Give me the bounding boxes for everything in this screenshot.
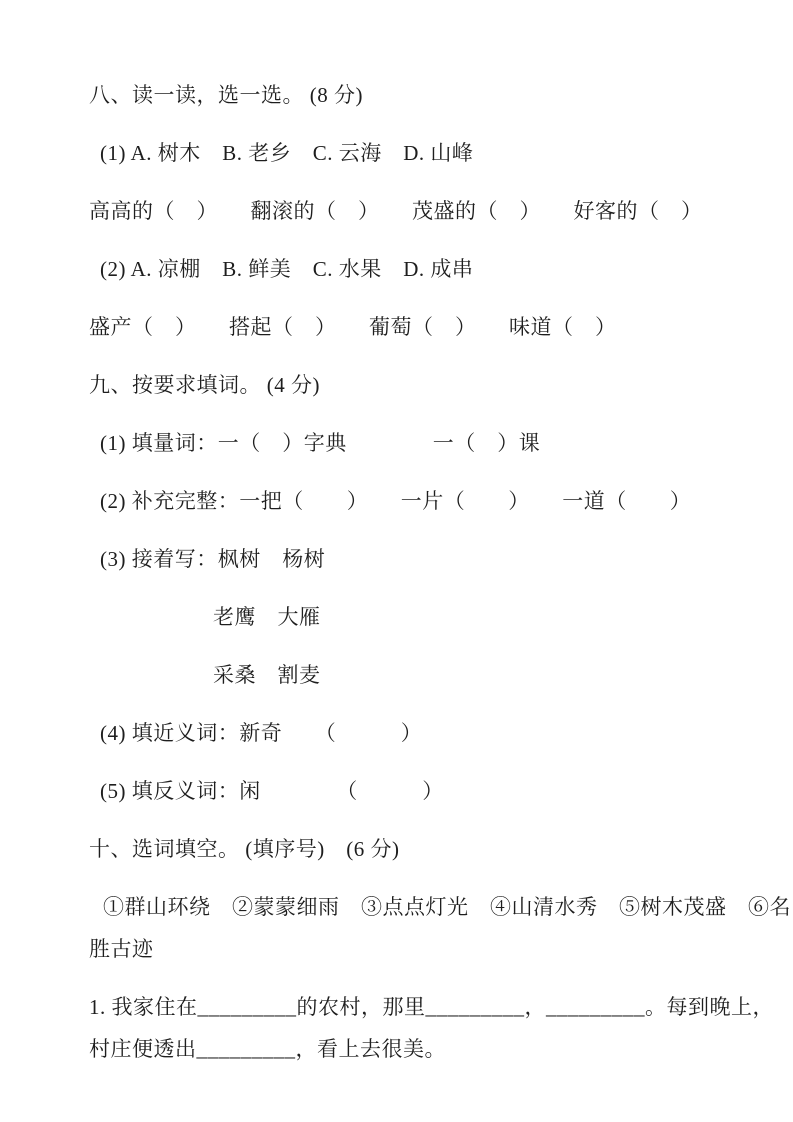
section-nine-item-1: (1) 填量词：一（ ）字典 一（ ）课: [100, 431, 541, 455]
section-ten-word-bank-line-2: 胜古迹: [89, 937, 154, 961]
section-ten: [89, 828, 791, 1070]
section-ten-heading: 十、选词填空。 (填序号) (6 分): [89, 837, 400, 861]
section-ten-word-bank-line-1: ①群山环绕 ②蒙蒙细雨 ③点点灯光 ④山清水秀 ⑤树木茂盛 ⑥名: [103, 895, 791, 919]
section-nine: [89, 364, 773, 812]
section-nine-item-2: (2) 补充完整：一把（ ） 一片（ ） 一道（ ）: [100, 489, 692, 513]
section-eight-options-1: (1) A. 树木 B. 老乡 C. 云海 D. 山峰: [100, 141, 474, 165]
section-nine-item-3-row-2: 老鹰 大雁: [213, 605, 321, 629]
section-eight-blank-row-2: 盛产（ ） 搭起（ ） 葡萄（ ） 味道（ ）: [89, 315, 617, 339]
section-eight-heading: 八、读一读，选一选。 (8 分): [89, 83, 363, 107]
section-eight-blank-row-1: 高高的（ ） 翻滚的（ ） 茂盛的（ ） 好客的（ ）: [89, 199, 703, 223]
section-nine-item-3: (3) 接着写：枫树 杨树: [100, 547, 326, 571]
section-ten-sentence-1-line-1: 1. 我家住在_________的农村，那里_________，_________。每到晚上，: [89, 995, 774, 1019]
section-eight: [89, 74, 773, 348]
section-eight-options-2: (2) A. 凉棚 B. 鲜美 C. 水果 D. 成串: [100, 257, 474, 281]
section-ten-sentence-1-line-2: 村庄便透出_________，看上去很美。: [89, 1037, 446, 1061]
section-nine-item-3-row-3: 采桑 割麦: [213, 663, 321, 687]
section-nine-heading: 九、按要求填词。 (4 分): [89, 373, 320, 397]
section-nine-item-4: (4) 填近义词：新奇 （ ）: [100, 721, 423, 745]
section-nine-item-5: (5) 填反义词：闲 （ ）: [100, 779, 444, 803]
